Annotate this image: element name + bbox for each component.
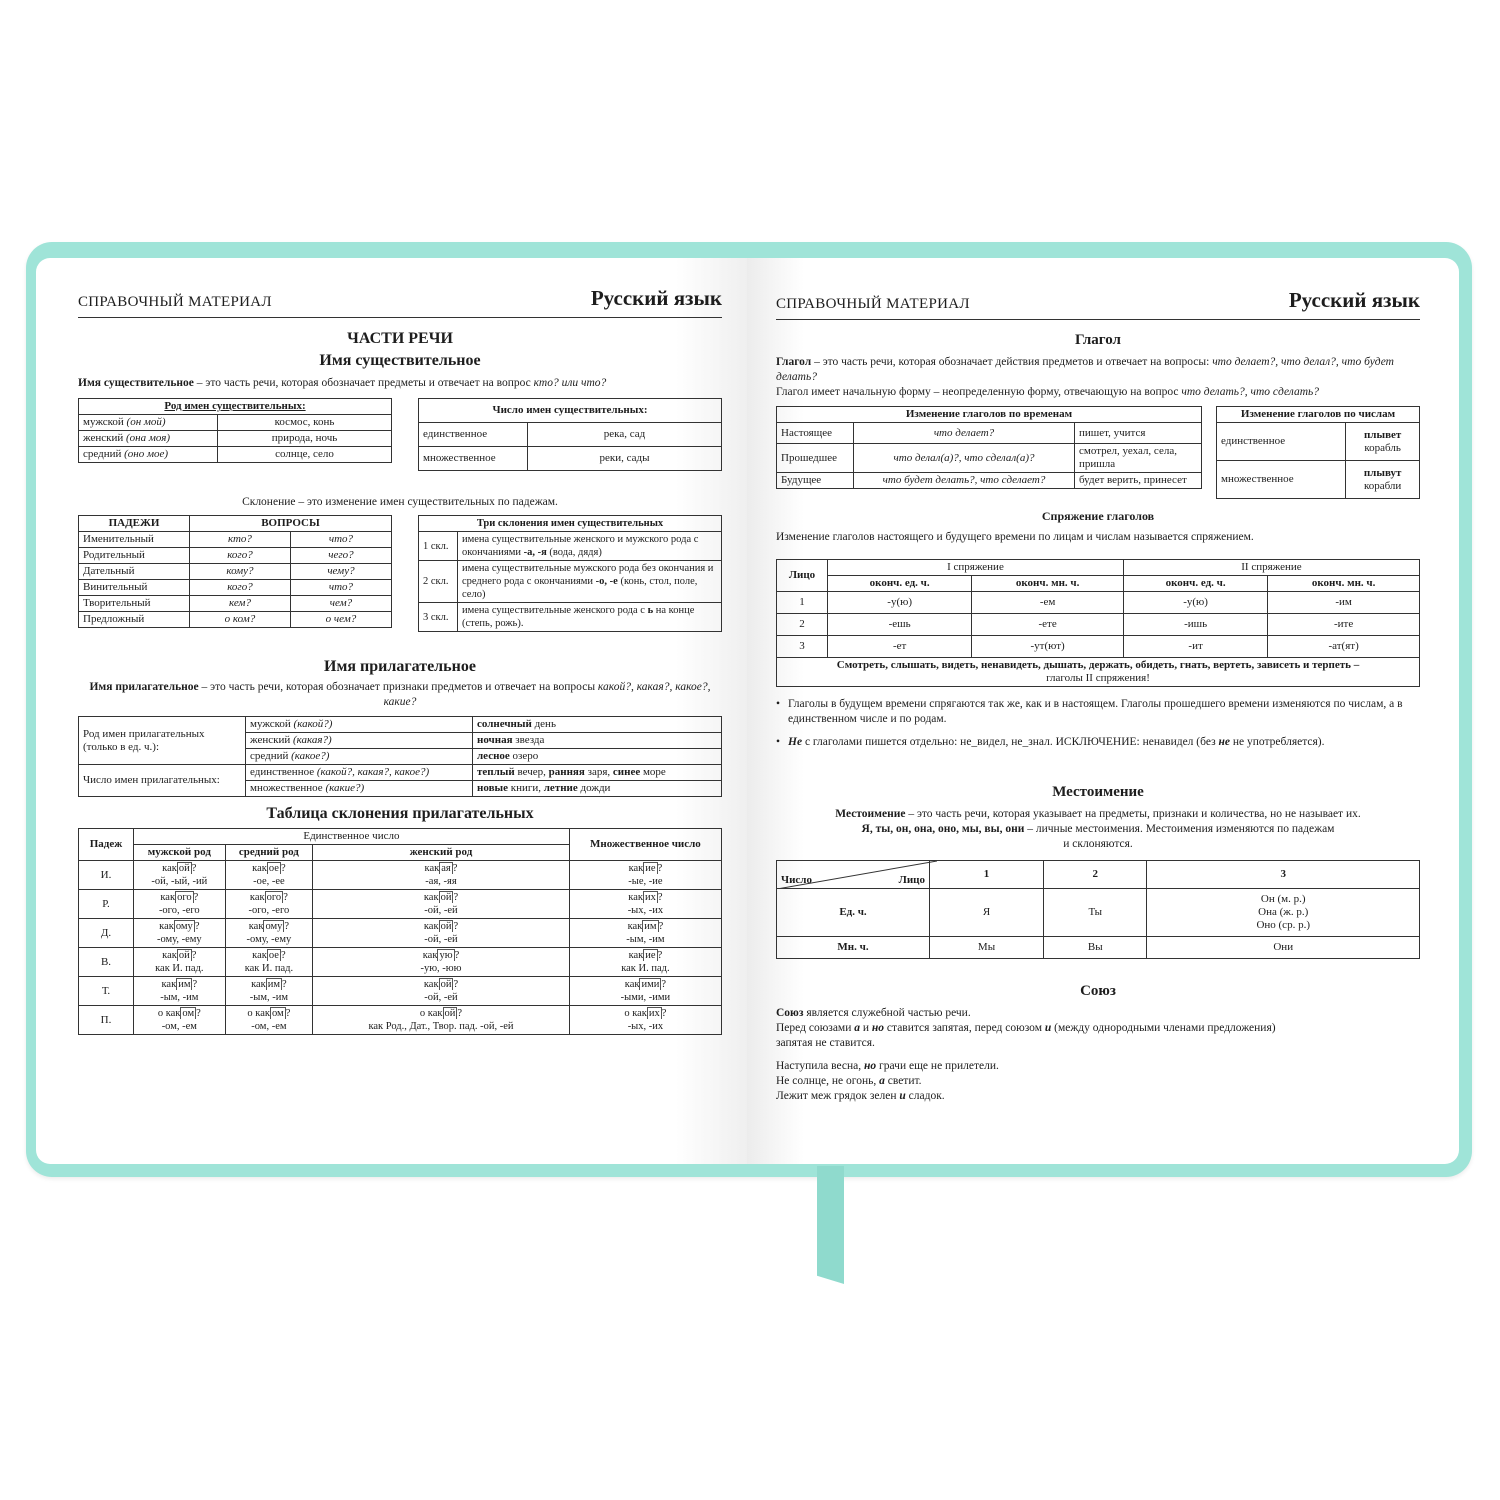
declension-row: В. как ой ? как И. пад. как ое ? как И. пад. как ую ? -ую, -юю как ие ? как И. пад. xyxy=(79,948,722,977)
adjective-declension-heading: Таблица склонения прилагательных xyxy=(266,805,534,822)
conjugation-heading: Спряжение глаголов xyxy=(1041,509,1155,523)
noun-gender-table: Род имен существительных: мужской (он мой) космос, конь женский (она моя) природа, ночь средний (оно мое) солнце, село xyxy=(78,398,392,463)
noun-definition: Имя существительное – это часть речи, которая обозначает предметы и отвечает на вопрос кто? или что? xyxy=(78,377,607,389)
diagonal-header-cell: Число Лицо xyxy=(777,861,930,889)
three-declensions-table: Три склонения имен существительных 1 скл. имена существительные женского и мужского рода с окончаниями -а, -я (вода, дядя) 2 скл. имена существительные мужского рода без окончания и среднего рода с окончаниями -о, -е (конь, стол, поле, село) 3 скл. имена существительные женского рода с ь на конце (степь, рожь). xyxy=(418,515,722,632)
conjunction-examples: Наступила весна, но грачи еще не прилетели. Не солнце, не огонь, а светит. Лежит меж грядок зелен и сладок. xyxy=(776,1060,999,1102)
subject-title: Русский язык xyxy=(590,286,722,310)
declension-definition: Склонение – это изменение имен существительных по падежам. xyxy=(242,496,558,508)
noun-heading: Имя существительное xyxy=(319,352,481,369)
verb-note-1: • Глаголы в будущем времени спрягаются так же, как и в настоящем. Глаголы прошедшего времени изменяются по числам, а в единственном числе и по родам. xyxy=(776,698,1403,725)
bookmark-ribbon[interactable] xyxy=(817,1166,844,1284)
conjugation-definition: Изменение глаголов настоящего и будущего времени по лицам и числам называется спряжением. xyxy=(776,531,1254,543)
section-label: СПРАВОЧНЫЙ МАТЕРИАЛ xyxy=(776,296,970,312)
right-page xyxy=(747,258,1459,1164)
declension-row: Т. как им ? -ым, -им как им ? -ым, -им как ой ? -ой, -ей как ими ? -ыми, -ими xyxy=(79,977,722,1006)
adjective-heading: Имя прилагательное xyxy=(324,658,476,675)
conjugation-table: Лицо I спряжение II спряжение оконч. ед. ч. оконч. мн. ч. оконч. ед. ч. оконч. мн. ч. 1 -у(ю) -ем -у(ю) -им 2 -ешь -ете -ишь -ите 3 -ет -ут(ют) -ит -ат(ят) Смотреть, слышать, видеть, ненавидеть, дышать, держать, обидеть, гнать, вертеть, зависеть и терпеть – глаголы II спряжения! xyxy=(776,559,1420,687)
verb-infinitive: Глагол имеет начальную форму – неопределенную форму, отвечающую на вопрос что делать?, что сделать? xyxy=(776,386,1319,398)
adjective-declension-table: Падеж Единственное число Множественное число мужской род средний род женский род И. как ой ? -ой, -ый, -ий как ое ? -ое, -ее как ая ? -ая, -яя как ие ? -ые, -ие Р. как ого ? -ого, -его как ого ? -ого, -его как ой ? -ой, -ей как их ? -ых, -их Д. как ому ? -ому, -ему как ому ? -ому, -ему как ой ? -ой, -ей как им ? -ым, -им В. как ой ? как И. пад. как ое ? как И. пад. как ую ? -ую, -юю как ие ? как И. пад. Т. как им ? -ым, -им как им ? -ым, -им как ой ? -ой, -ей как ими ? -ыми, -ими П. о как ом ? -ом, -ем о как ом ? -ом, -ем о как ой ? как Род., Дат., Твор. пад. -ой, -ей о как их ? -ых, -их xyxy=(78,828,722,1035)
declension-row: И. как ой ? -ой, -ый, -ий как ое ? -ое, -ее как ая ? -ая, -яя как ие ? -ые, -ие xyxy=(79,861,722,890)
noun-number-table: Число имен существительных: единственное река, сад множественное реки, сады xyxy=(418,398,722,471)
declension-row: П. о как ом ? -ом, -ем о как ом ? -ом, -ем о как ой ? как Род., Дат., Твор. пад. -ой, -ей о как их ? -ых, -их xyxy=(79,1006,722,1035)
declension-row: Р. как ого ? -ого, -его как ого ? -ого, -его как ой ? -ой, -ей как их ? -ых, -их xyxy=(79,890,722,919)
subject-title: Русский язык xyxy=(1288,288,1420,312)
conjunction-heading: Союз xyxy=(1080,983,1116,999)
pronoun-heading: Местоимение xyxy=(1052,784,1144,800)
page-header xyxy=(776,288,1420,320)
conjunction-text: Союз является служебной частью речи. Перед союзами а и но ставится запятая, перед союзом и (между однородными членами предложения) запятая не ставится. xyxy=(776,1007,1276,1049)
verb-note-2: • Не с глаголами пишется отдельно: не_видел, не_знал. ИСКЛЮЧЕНИЕ: ненавидел (без не не употребляется). xyxy=(776,736,1325,748)
verb-number-table: Изменение глаголов по числам единственное плывет корабль множественное плывут корабли xyxy=(1216,406,1420,499)
declension-row: Д. как ому ? -ому, -ему как ому ? -ому, -ему как ой ? -ой, -ей как им ? -ым, -им xyxy=(79,919,722,948)
parts-of-speech-title: ЧАСТИ РЕЧИ xyxy=(347,330,453,347)
adjective-table: Род имен прилагательных (только в ед. ч.): мужской (какой?) солнечный день женский (какая?) ночная звезда средний (какое?) лесное озеро Число имен прилагательных: единственное (какой?, какая?, какое?) теплый вечер, ранняя заря, синее море множественное (какие?) новые книги, летние дожди xyxy=(78,716,722,797)
verb-definition: Глагол – это часть речи, которая обозначает действия предметов и отвечает на вопросы: что делает?, что делал?, что будет делать? xyxy=(776,356,1394,383)
verb-heading: Глагол xyxy=(1075,332,1121,348)
cases-table: ПАДЕЖИ ВОПРОСЫ Именительный кто? что? Родительный кого? чего? Дательный кому? чему? Винительный кого? что? Творительный кем? чем? Предложный о ком? о чем? xyxy=(78,515,392,628)
section-label: СПРАВОЧНЫЙ МАТЕРИАЛ xyxy=(78,294,272,310)
left-page xyxy=(36,258,747,1164)
adjective-definition: Имя прилагательное – это часть речи, которая обозначает признаки предметов и отвечает на вопросы какой?, какая?, какое?, какие? xyxy=(89,681,711,708)
pronoun-definition: Местоимение – это часть речи, которая указывает на предметы, признаки и количества, но не называет их. Я, ты, он, она, оно, мы, вы, они – личные местоимения. Местоимения изменяются по падежам и склоняются. xyxy=(835,808,1361,850)
pronoun-table: Число Лицо 1 2 3 Ед. ч. Я Ты Он (м. р.) Она (ж. р.) Оно (ср. р.) Мн. ч. Мы Вы Они xyxy=(776,860,1420,959)
page-header xyxy=(78,286,722,318)
verb-tense-table: Изменение глаголов по временам Настоящее что делает? пишет, учится Прошедшее что делал(а)?, что сделал(а)? смотрел, уехал, села, пришла Будущее что будет делать?, что сделает? будет верить, принесет xyxy=(776,406,1202,489)
